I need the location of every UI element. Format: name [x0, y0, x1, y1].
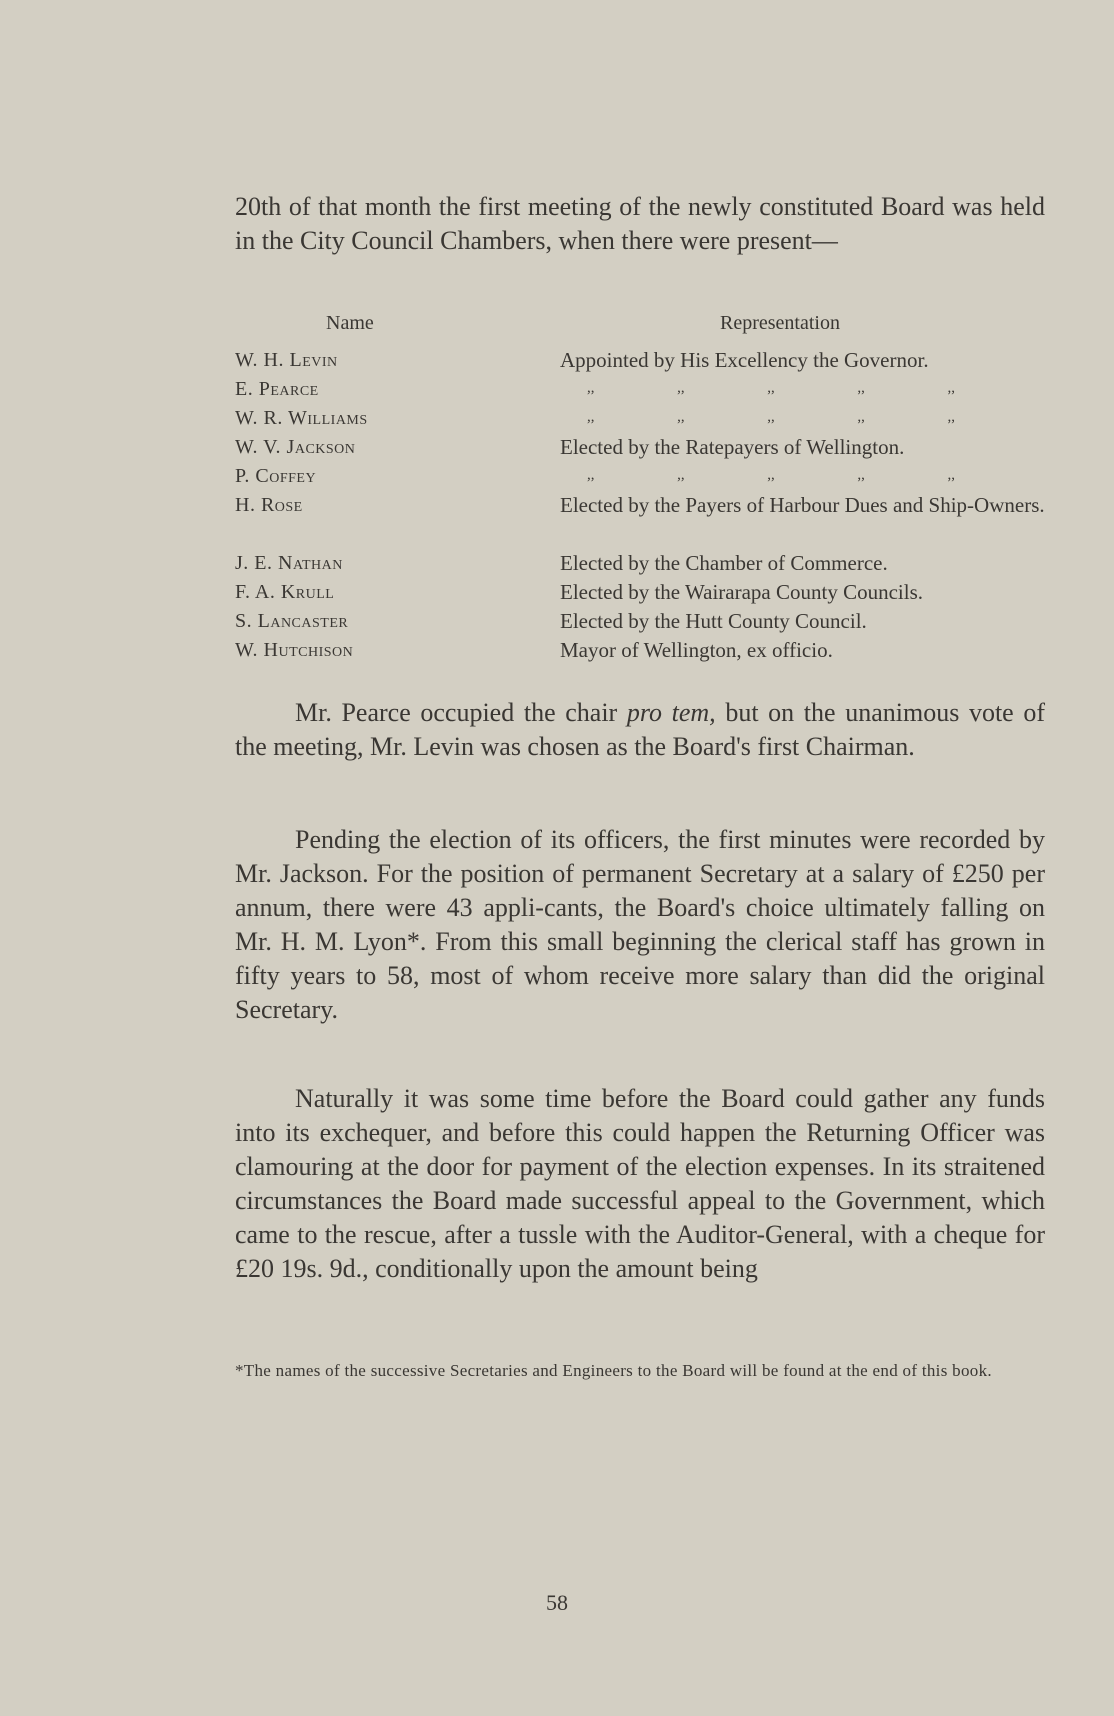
ditto-mark: ,, — [947, 467, 955, 483]
ditto-mark: ,, — [587, 409, 595, 425]
table-row — [235, 433, 1055, 462]
secretary-paragraph: Pending the election of its officers, the first minutes were recorded by Mr. Jackson. For the position of permanent Secretary at a salary of £250 per annum, there were 43 appli-cants, the Board's choice ultimately falling on Mr. H. M. Lyon*. From this small beginning the clerical staff has grown in fifty years to 58, most of whom receive more salary than did the original Secretary. — [235, 825, 1045, 1024]
ditto-mark: ,, — [947, 409, 955, 425]
ditto-mark: ,, — [677, 467, 685, 483]
table-row — [235, 607, 1055, 636]
table-row — [235, 346, 1055, 375]
ditto-mark: ,, — [857, 380, 865, 396]
chairman-text-end: but on the unanimous vote of the meeting, Mr. Levin was chosen as the Board's first Chairman. — [235, 698, 1045, 761]
member-name: W. R. Williams — [235, 407, 368, 429]
member-name: P. Coffey — [235, 465, 317, 487]
ditto-mark: ,, — [857, 409, 865, 425]
ditto-mark: ,, — [587, 380, 595, 396]
ditto-mark: ,, — [767, 380, 775, 396]
name-column-header: Name — [326, 312, 374, 334]
member-representation: Elected by the Payers of Harbour Dues and Ship-Owners. — [560, 493, 1045, 517]
ditto-marks — [587, 375, 955, 401]
table-row — [235, 375, 1055, 404]
member-name: E. Pearce — [235, 378, 319, 400]
funds-paragraph: Naturally it was some time before the Board could gather any funds into its exchequer, and before this could happen the Returning Officer was clamouring at the door for payment of the election expenses. In its straitened circumstances the Board made successful appeal to the Government, which came to the rescue, after a tussle with the Auditor-General, with a cheque for £20 19s. 9d., conditionally upon the amount being — [235, 1084, 1045, 1283]
ditto-mark: ,, — [857, 467, 865, 483]
page-number: 58 — [546, 1590, 568, 1615]
chairman-text-start: Mr. Pearce occupied the chair — [295, 698, 627, 727]
member-representation: Elected by the Hutt County Council. — [560, 609, 867, 633]
member-name: F. A. Krull — [235, 581, 335, 603]
ditto-mark: ,, — [767, 467, 775, 483]
ditto-mark: ,, — [947, 380, 955, 396]
representation-column-header: Representation — [720, 312, 840, 334]
member-name: J. E. Nathan — [235, 552, 343, 574]
table-row — [235, 549, 1055, 578]
table-row — [235, 491, 1055, 549]
member-representation: Appointed by His Excellency the Governor. — [560, 348, 929, 372]
member-name: W. V. Jackson — [235, 436, 356, 458]
ditto-marks — [587, 462, 955, 488]
member-name: H. Rose — [235, 494, 303, 516]
footnote: *The names of the successive Secretaries and Engineers to the Board will be found at the end of this book. — [235, 1361, 992, 1380]
member-name: W. Hutchison — [235, 639, 354, 661]
table-row — [235, 636, 1055, 665]
ditto-mark: ,, — [767, 409, 775, 425]
ditto-marks — [587, 404, 955, 430]
member-representation: Elected by the Ratepayers of Wellington. — [560, 435, 905, 459]
ditto-mark: ,, — [677, 409, 685, 425]
ditto-mark: ,, — [677, 380, 685, 396]
member-representation: Elected by the Chamber of Commerce. — [560, 551, 888, 575]
member-name: W. H. Levin — [235, 349, 338, 371]
board-members-table — [235, 346, 1055, 665]
table-row — [235, 578, 1055, 607]
intro-paragraph: 20th of that month the first meeting of the newly constituted Board was held in the City Council Chambers, when there were present— — [235, 192, 1045, 255]
table-row — [235, 462, 1055, 491]
member-representation: Mayor of Wellington, ex officio. — [560, 638, 833, 662]
member-name: S. Lancaster — [235, 610, 349, 632]
member-representation: Elected by the Wairarapa County Councils. — [560, 580, 923, 604]
pro-tem-phrase: pro tem, — [626, 698, 716, 727]
table-row — [235, 404, 1055, 433]
chairman-paragraph — [235, 696, 1045, 764]
ditto-mark: ,, — [587, 467, 595, 483]
